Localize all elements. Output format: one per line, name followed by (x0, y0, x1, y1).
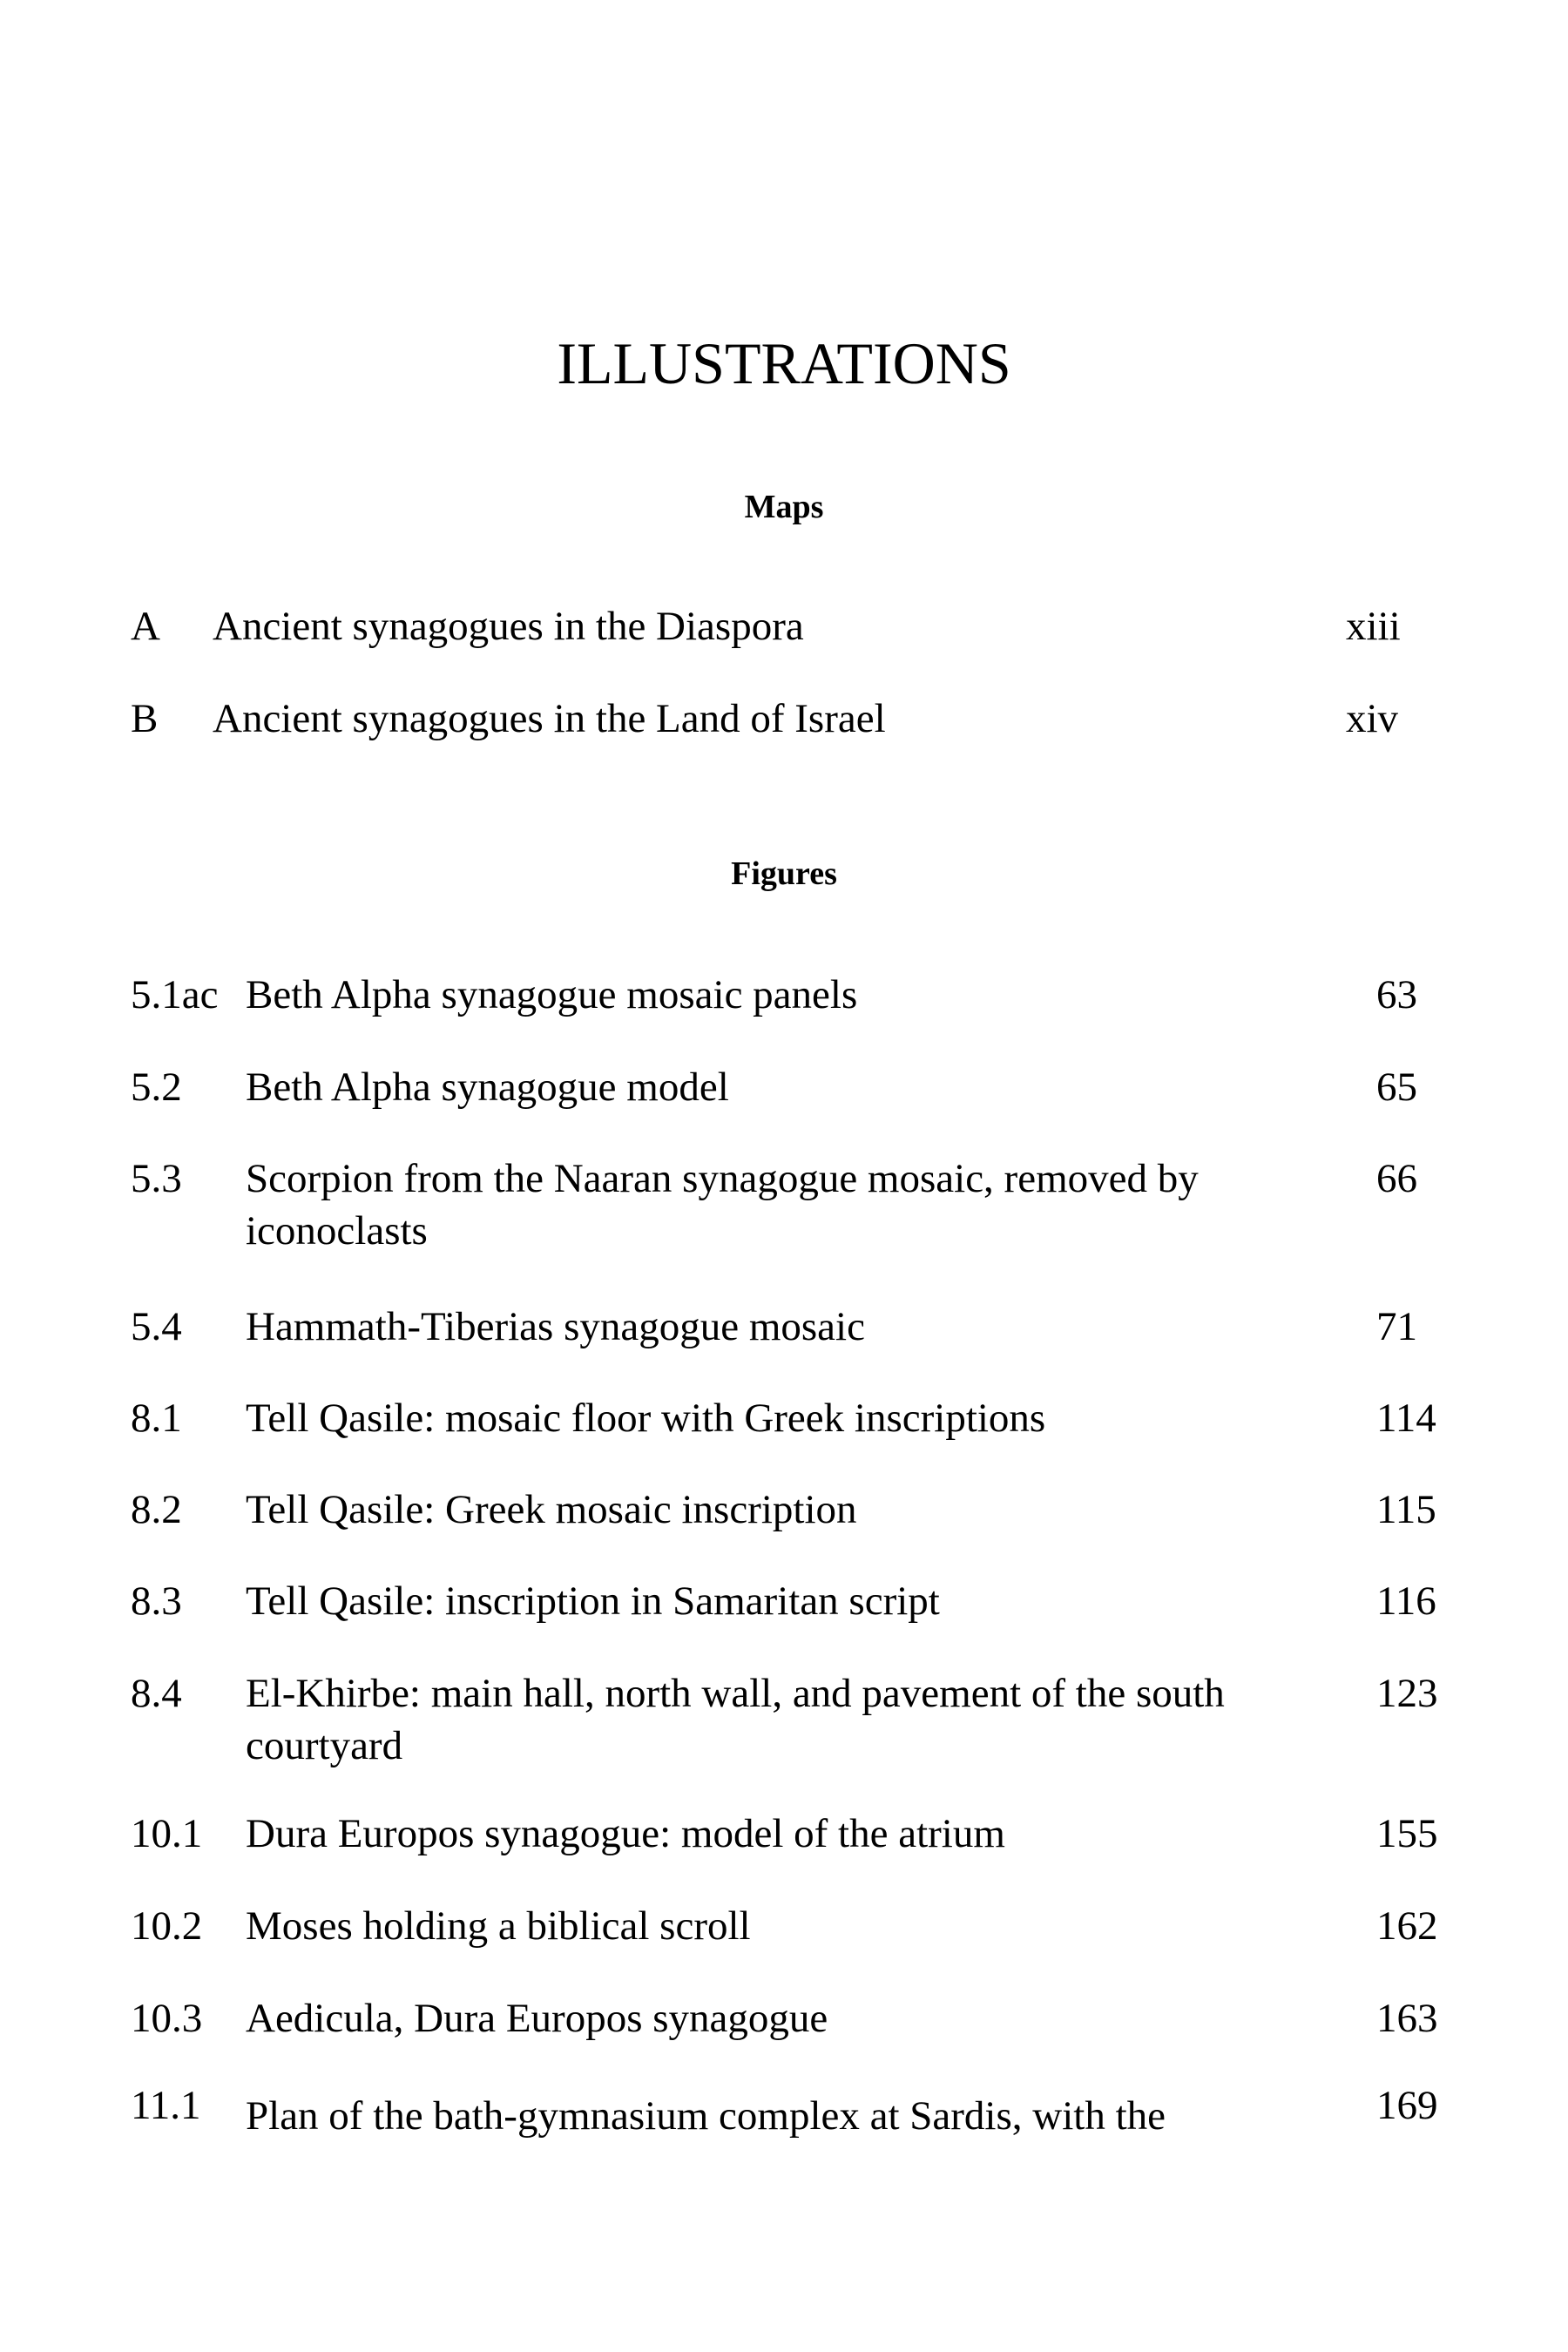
figure-entry-8-1 (0, 1392, 1568, 1444)
figure-caption: Beth Alpha synagogue model (246, 1064, 729, 1110)
figure-entry-10-2 (0, 1900, 1568, 1952)
figure-entry-5-3 (0, 1152, 1568, 1257)
figure-label: 5.4 (131, 1304, 182, 1349)
figure-page: 116 (1376, 1578, 1436, 1624)
figure-page: 63 (1376, 972, 1417, 1017)
figure-caption: Moses holding a biblical scroll (246, 1903, 751, 1949)
figure-page: 162 (1376, 1903, 1438, 1949)
map-label: B (131, 696, 159, 741)
figure-caption: Dura Europos synagogue: model of the atrium (246, 1811, 1005, 1856)
figure-page: 115 (1376, 1487, 1436, 1532)
figure-page: 66 (1376, 1156, 1417, 1201)
figure-label: 5.1ac (131, 972, 219, 1017)
figure-label: 11.1 (131, 2083, 201, 2128)
map-caption: Ancient synagogues in the Land of Israel (213, 696, 886, 741)
figure-label: 8.3 (131, 1578, 182, 1624)
figure-page: 71 (1376, 1304, 1417, 1349)
figure-caption: Scorpion from the Naaran synagogue mosaic, removed by iconoclasts (246, 1156, 1199, 1254)
figure-page: 123 (1376, 1671, 1438, 1716)
figure-label: 10.1 (131, 1811, 203, 1856)
figure-entry-8-3 (0, 1575, 1568, 1627)
figure-label: 8.4 (131, 1671, 182, 1716)
map-page: xiv (1346, 696, 1399, 741)
figure-label: 10.2 (131, 1903, 203, 1949)
map-caption: Ancient synagogues in the Diaspora (213, 604, 804, 649)
figure-entry-5-1ac (0, 969, 1568, 1021)
map-entry-b (0, 693, 1568, 745)
figure-entry-10-1 (0, 1808, 1568, 1860)
figure-caption: Plan of the bath-gymnasium complex at Sardis, with the (246, 2093, 1166, 2139)
map-label: A (131, 604, 160, 649)
figure-entry-8-2 (0, 1484, 1568, 1536)
figure-page: 169 (1376, 2083, 1438, 2128)
figure-entry-8-4 (0, 1667, 1568, 1772)
figure-entry-11-1 (0, 2085, 1568, 2137)
maps-heading: Maps (744, 489, 824, 525)
figures-heading: Figures (731, 855, 837, 892)
figure-caption: Tell Qasile: inscription in Samaritan script (246, 1578, 940, 1624)
figure-page: 114 (1376, 1396, 1436, 1441)
page-title: ILLUSTRATIONS (557, 330, 1011, 396)
figure-caption: Aedicula, Dura Europos synagogue (246, 1996, 828, 2041)
figure-entry-5-2 (0, 1061, 1568, 1113)
figure-label: 5.2 (131, 1064, 182, 1110)
figure-label: 8.2 (131, 1487, 182, 1532)
map-entry-a (0, 600, 1568, 652)
figure-caption: Tell Qasile: Greek mosaic inscription (246, 1487, 857, 1532)
figure-label: 5.3 (131, 1156, 182, 1201)
figure-entry-10-3 (0, 1992, 1568, 2044)
figure-entry-5-4 (0, 1301, 1568, 1353)
figure-label: 10.3 (131, 1996, 203, 2041)
map-page: xiii (1346, 604, 1401, 649)
figure-caption: Hammath-Tiberias synagogue mosaic (246, 1304, 865, 1349)
figure-label: 8.1 (131, 1396, 182, 1441)
figure-caption: Beth Alpha synagogue mosaic panels (246, 972, 858, 1017)
figure-caption: El-Khirbe: main hall, north wall, and pavement of the south courtyard (246, 1671, 1225, 1768)
figure-page: 65 (1376, 1064, 1417, 1110)
figure-caption: Tell Qasile: mosaic floor with Greek inscriptions (246, 1396, 1046, 1441)
figure-page: 163 (1376, 1996, 1438, 2041)
figure-page: 155 (1376, 1811, 1438, 1856)
